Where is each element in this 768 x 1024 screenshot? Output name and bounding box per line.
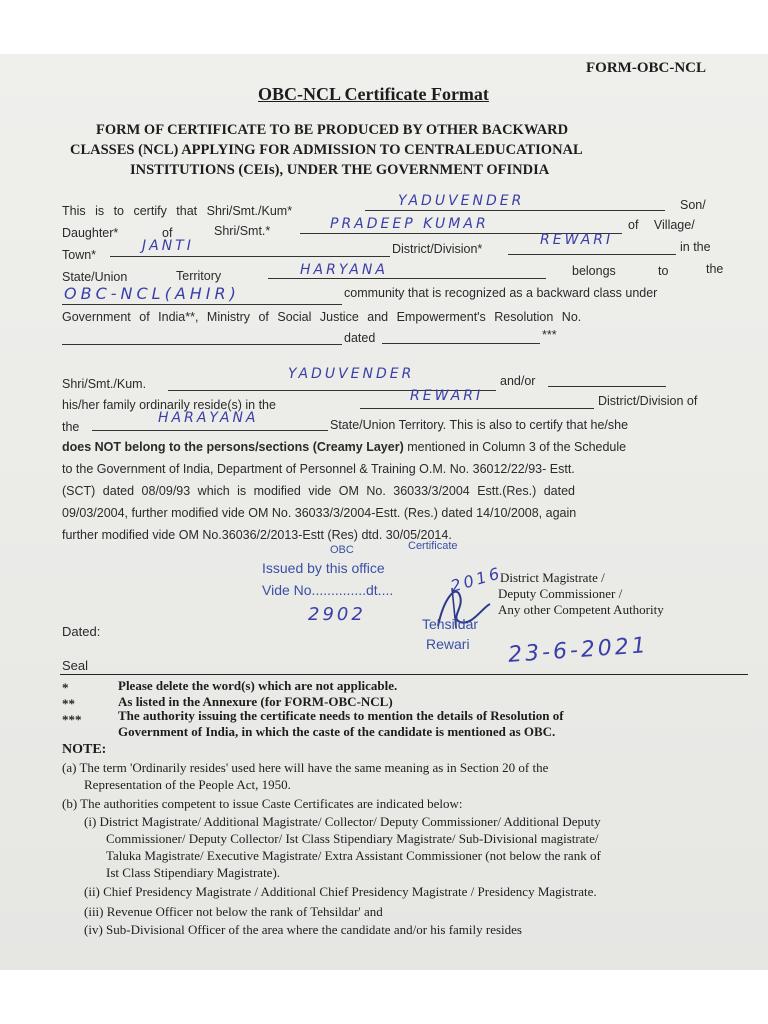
district-handwritten: REWARI bbox=[540, 232, 614, 248]
stamp-rewari: Rewari bbox=[426, 636, 470, 652]
signature-date-handwritten: 23-6-2021 bbox=[507, 633, 650, 668]
residence-shri: Shri/Smt./Kum. bbox=[62, 377, 147, 391]
stamp-year-handwritten: 2016 bbox=[448, 563, 505, 596]
residence-state-line bbox=[92, 430, 328, 431]
certify-town: Town* bbox=[62, 248, 97, 262]
note-b: (b) The authorities competent to issue Caste Certificates are indicated below: bbox=[62, 796, 463, 811]
state-line bbox=[268, 278, 546, 279]
resolution-line bbox=[62, 344, 342, 345]
residence-text-7: 09/03/2004, further modified vide OM No. 36033/3/2004-Estt. (Res.) dated 14/10/2008, again bbox=[62, 506, 577, 520]
certify-territory: Territory bbox=[176, 269, 222, 283]
certify-in-the: in the bbox=[680, 240, 711, 254]
stamp-number-handwritten: 2902 bbox=[308, 604, 366, 625]
footnote-mark-1: * bbox=[62, 680, 69, 695]
note-i-line-4: Ist Class Stipendiary Magistrate). bbox=[106, 865, 281, 880]
footnote-text-2: As listed in the Annexure (for FORM-OBC-NCL) bbox=[118, 694, 393, 709]
note-iii: (iii) Revenue Officer not below the rank of Tehsildar' and bbox=[84, 904, 383, 919]
resolution-date-line bbox=[382, 343, 540, 344]
authority-dm: District Magistrate / bbox=[500, 570, 605, 585]
residence-text-4 bbox=[62, 440, 626, 454]
stamp-tehsildar: Tehsildar bbox=[422, 616, 479, 632]
father-name-handwritten: PRADEEP KUMAR bbox=[330, 216, 489, 232]
footnote-mark-3: *** bbox=[62, 712, 82, 727]
note-iv: (iv) Sub-Divisional Officer of the area where the candidate and/or his family resides bbox=[84, 922, 522, 937]
name-line bbox=[365, 210, 665, 211]
certify-state-union: State/Union bbox=[62, 270, 128, 284]
district-line bbox=[508, 254, 676, 255]
stamp-obc: OBC bbox=[330, 544, 354, 556]
certify-community-text: community that is recognized as a backward class under bbox=[344, 286, 658, 300]
residence-state-handwritten: HARAYANA bbox=[158, 410, 259, 426]
residence-text-3: State/Union Territory. This is also to certify that he/she bbox=[330, 418, 629, 432]
state-handwritten: HARYANA bbox=[300, 262, 388, 278]
seal-label: Seal bbox=[62, 658, 89, 673]
residence-text-2: his/her family ordinarily reside(s) in the bbox=[62, 398, 276, 412]
form-title: OBC-NCL Certificate Format bbox=[258, 84, 489, 104]
footnote-text-3b: Government of India, in which the caste of the candidate is mentioned as OBC. bbox=[118, 724, 556, 739]
subtitle-line-2: CLASSES (NCL) APPLYING FOR ADMISSION TO CENTRALEDUCATIONAL bbox=[70, 142, 583, 158]
authority-dc: Deputy Commissioner / bbox=[498, 586, 623, 601]
stamp-certificate: Certificate bbox=[408, 540, 458, 552]
seal-divider bbox=[60, 674, 748, 675]
certify-belongs: belongs bbox=[572, 264, 616, 278]
note-i-line-2: Commissioner/ Deputy Collector/ Ist Class Stipendiary Magistrate/ Sub-Divisional magistrate/ bbox=[106, 831, 599, 846]
residence-text-5: to the Government of India, Department of Personnel & Training O.M. No. 36012/22/93- Estt. bbox=[62, 462, 575, 476]
residence-text-district: District/Division of bbox=[598, 394, 698, 408]
footnote-mark-2: ** bbox=[62, 696, 75, 711]
footnote-text-1: Please delete the word(s) which are not applicable. bbox=[118, 678, 398, 693]
authority-other: Any other Competent Authority bbox=[498, 602, 664, 617]
certify-text-1: This is to certify that Shri/Smt./Kum* bbox=[62, 204, 293, 218]
candidate-name-handwritten: YADUVENDER bbox=[398, 193, 525, 209]
certify-text-son: Son/ bbox=[680, 198, 706, 212]
residence-district-line bbox=[360, 408, 594, 409]
note-ii: (ii) Chief Presidency Magistrate / Additional Chief Presidency Magistrate / Presidency Magistrate. bbox=[84, 884, 597, 899]
residence-text-6: (SCT) dated 08/09/93 which is modified vide OM No. 36033/3/2004 Estt.(Res.) dated bbox=[62, 484, 575, 498]
stamp-issued: Issued by this office bbox=[262, 560, 385, 576]
community-line bbox=[62, 304, 342, 305]
note-heading: NOTE: bbox=[62, 742, 107, 757]
residence-name-handwritten: YADUVENDER bbox=[288, 366, 415, 382]
residence-andor-line bbox=[548, 386, 666, 387]
certify-daughter: Daughter* bbox=[62, 226, 119, 240]
village-handwritten: JANTI bbox=[142, 238, 194, 254]
note-a-line-1: (a) The term 'Ordinarily resides' used here will have the same meaning as in Section 20 of the bbox=[62, 760, 549, 775]
residence-and-or: and/or bbox=[500, 374, 536, 388]
village-line bbox=[110, 256, 390, 257]
stamp-vide: Vide No..............dt.... bbox=[262, 582, 394, 598]
certify-the: the bbox=[706, 262, 724, 276]
certify-shri: Shri/Smt.* bbox=[214, 224, 271, 238]
certify-dated: dated bbox=[344, 331, 376, 345]
form-code: FORM-OBC-NCL bbox=[586, 60, 706, 76]
residence-text-8: further modified vide OM No.36036/2/2013-Estt (Res) dtd. 30/05/2014. bbox=[62, 528, 452, 542]
residence-the: the bbox=[62, 420, 80, 434]
certify-district: District/Division* bbox=[392, 242, 483, 256]
creamy-layer-bold: does NOT belong to the persons/sections (Creamy Layer) bbox=[62, 440, 404, 454]
note-i-line-1: (i) District Magistrate/ Additional Magistrate/ Collector/ Deputy Commissioner/ Additional Deputy bbox=[84, 814, 601, 829]
certify-ministry-text: Government of India**, Ministry of Social Justice and Empowerment's Resolution No. bbox=[62, 310, 582, 324]
residence-district-handwritten: REWARI bbox=[410, 388, 484, 404]
note-a-line-2: Representation of the People Act, 1950. bbox=[84, 777, 291, 792]
subtitle-line-3: INSTITUTIONS (CEIs), UNDER THE GOVERNMENT OFINDIA bbox=[130, 162, 550, 178]
note-i-line-3: Taluka Magistrate/ Executive Magistrate/ Extra Assistant Commissioner (not below the rank of bbox=[106, 848, 601, 863]
certify-to: to bbox=[658, 264, 669, 278]
certify-stars: *** bbox=[542, 328, 557, 342]
creamy-layer-rest: mentioned in Column 3 of the Schedule bbox=[403, 440, 627, 454]
dated-label: Dated: bbox=[62, 624, 101, 639]
certify-village: of Village/ bbox=[628, 218, 695, 232]
subtitle-line-1: FORM OF CERTIFICATE TO BE PRODUCED BY OTHER BACKWARD bbox=[96, 122, 569, 138]
certify-of: of bbox=[162, 226, 173, 240]
footnote-text-3: The authority issuing the certificate needs to mention the details of Resolution of bbox=[118, 708, 564, 723]
community-handwritten: OBC-NCL(AHIR) bbox=[64, 284, 240, 303]
